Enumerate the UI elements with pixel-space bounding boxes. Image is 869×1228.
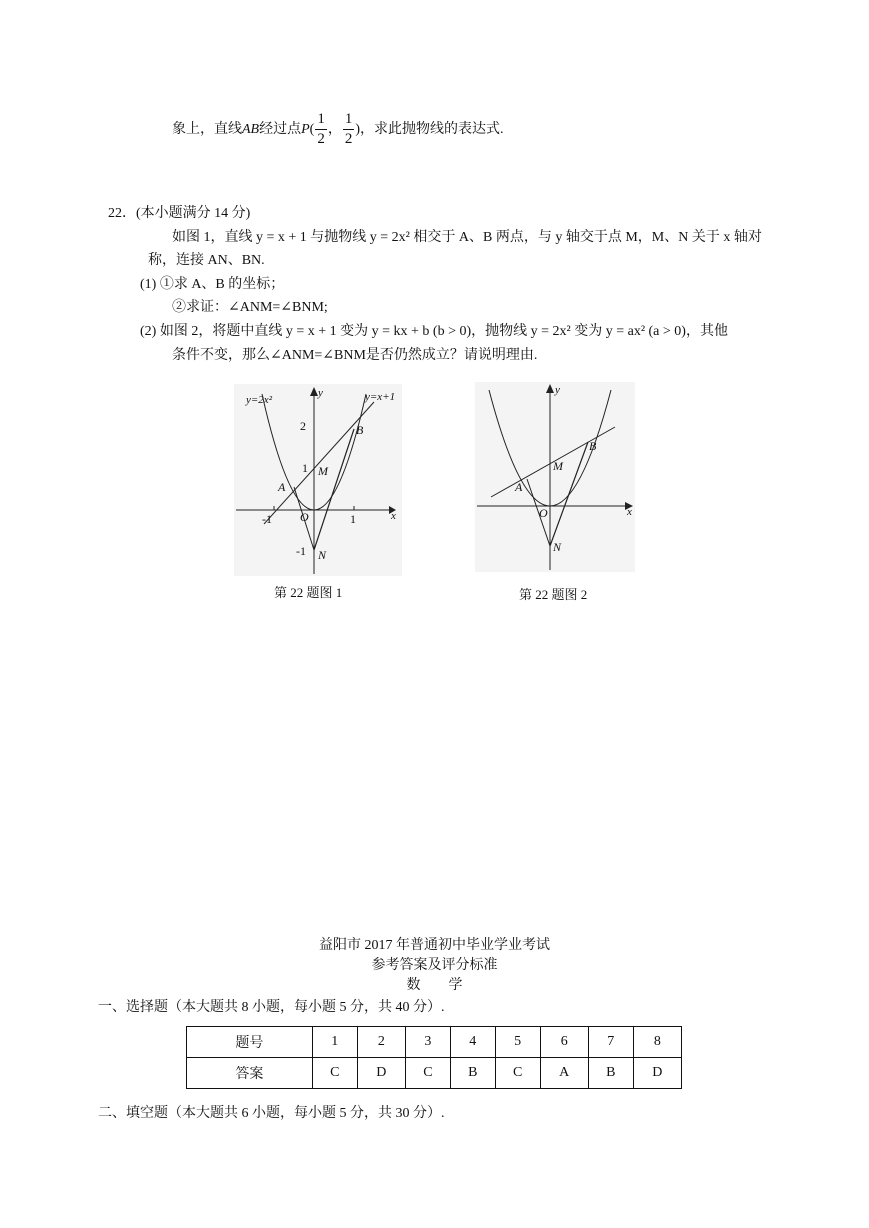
fig2-point-m: M [553, 459, 563, 473]
table-cell: B [588, 1058, 633, 1089]
table-cell: 6 [540, 1027, 588, 1058]
fig1-point-b: B [356, 423, 364, 437]
q21-text-mid: 经过点 [259, 122, 302, 137]
table-cell: C [405, 1058, 450, 1089]
answers-table [186, 1026, 682, 1089]
table-cell: B [450, 1058, 495, 1089]
q21-tail-line [172, 110, 504, 150]
q21-paren-open: ( [309, 122, 315, 137]
q22-part1-b: ②求证：∠ANM=∠BNM; [172, 300, 328, 315]
q21-point-p: P [301, 122, 310, 137]
q21-comma: ， [327, 122, 342, 137]
fig2-y-label: y [555, 384, 560, 396]
fig1-tick-neg1-y-label: -1 [296, 544, 306, 558]
fig1-point-m: M [318, 464, 328, 478]
q21-paren-close: ) [355, 122, 361, 137]
section1-heading: 一、选择题（本大题共 8 小题，每小题 5 分，共 40 分）. [98, 1000, 445, 1015]
fig2-point-b: B [589, 439, 597, 453]
table-cell: 3 [405, 1027, 450, 1058]
q21-frac1-den: 2 [317, 131, 325, 148]
fig1-tick-2-label: 2 [300, 419, 306, 433]
q22-line2: 称，连接 AN、BN. [148, 253, 265, 268]
figure-1 [234, 384, 402, 576]
fig2-point-a: A [515, 480, 523, 494]
fig1-tick-neg1-x-label: -1 [262, 512, 272, 526]
fig2-x-label: x [627, 506, 632, 518]
table-cell: 7 [588, 1027, 633, 1058]
q22-header: 22．(本小题满分 14 分) [108, 206, 251, 221]
table-row-numbers [187, 1027, 682, 1058]
table-cell: 2 [357, 1027, 405, 1058]
q21-text-before: 象上，直线 [172, 122, 242, 137]
fig2-point-o: O [539, 506, 548, 520]
table-cell: C [312, 1058, 357, 1089]
answers-title: 益阳市 2017 年普通初中毕业学业考试 [319, 938, 550, 953]
fig2-point-n: N [553, 540, 562, 554]
fig1-y-arrow-icon [310, 387, 318, 396]
fig2-segment-bn [550, 442, 588, 546]
q22-part2-b: 条件不变，那么∠ANM=∠BNM是否仍然成立？请说明理由. [172, 348, 538, 363]
table-cell: D [633, 1058, 681, 1089]
fig1-parabola-label: y=2x² [246, 394, 272, 406]
table-cell: C [495, 1058, 540, 1089]
section2-heading: 二、填空题（本大题共 6 小题，每小题 5 分，共 30 分）. [98, 1106, 445, 1121]
fig1-x-label: x [391, 510, 396, 522]
q22-part2-a: (2) 如图 2，将题中直线 y = x + 1 变为 y = kx + b (b > 0)，抛物线 y = 2x² 变为 y = ax² (a > 0)，其他 [140, 324, 728, 339]
fig1-caption: 第 22 题图 1 [274, 585, 343, 600]
fig1-tick-1-x-label: 1 [350, 512, 356, 526]
fig1-y-label: y [318, 387, 323, 399]
table-cell: 1 [312, 1027, 357, 1058]
q21-fraction-1 [315, 112, 327, 147]
table-cell: A [540, 1058, 588, 1089]
table-cell: 8 [633, 1027, 681, 1058]
table-header-num: 题号 [187, 1027, 313, 1058]
q22-part1-a: (1) ①求 A、B 的坐标； [140, 277, 285, 292]
q21-fraction-2 [343, 112, 355, 147]
fig1-point-n: N [318, 548, 327, 562]
table-row-answers [187, 1058, 682, 1089]
fig1-line-label: y=x+1 [365, 391, 396, 403]
table-header-ans: 答案 [187, 1058, 313, 1089]
q22-line1: 如图 1，直线 y = x + 1 与抛物线 y = 2x² 相交于 A、B 两点，与 y 轴交于点 M，M、N 关于 x 轴对 [172, 230, 762, 245]
fig2-y-arrow-icon [546, 384, 554, 393]
q21-frac1-num: 1 [315, 112, 327, 130]
table-cell: 4 [450, 1027, 495, 1058]
figure-2 [475, 382, 635, 572]
q21-text-after: ，求此抛物线的表达式. [360, 122, 504, 137]
fig1-segment-bn [314, 429, 354, 550]
q21-frac2-den: 2 [344, 131, 353, 148]
q21-line-ab: AB [242, 122, 260, 137]
fig1-tick-1-label: 1 [302, 461, 308, 475]
q21-frac2-num: 1 [343, 112, 355, 130]
table-cell: 5 [495, 1027, 540, 1058]
answers-subtitle: 参考答案及评分标准 [371, 958, 498, 973]
fig1-point-a: A [278, 480, 286, 494]
fig1-point-o: O [300, 510, 309, 524]
fig2-caption: 第 22 题图 2 [519, 587, 588, 602]
table-cell: D [357, 1058, 405, 1089]
answers-subject: 数 学 [406, 978, 463, 993]
